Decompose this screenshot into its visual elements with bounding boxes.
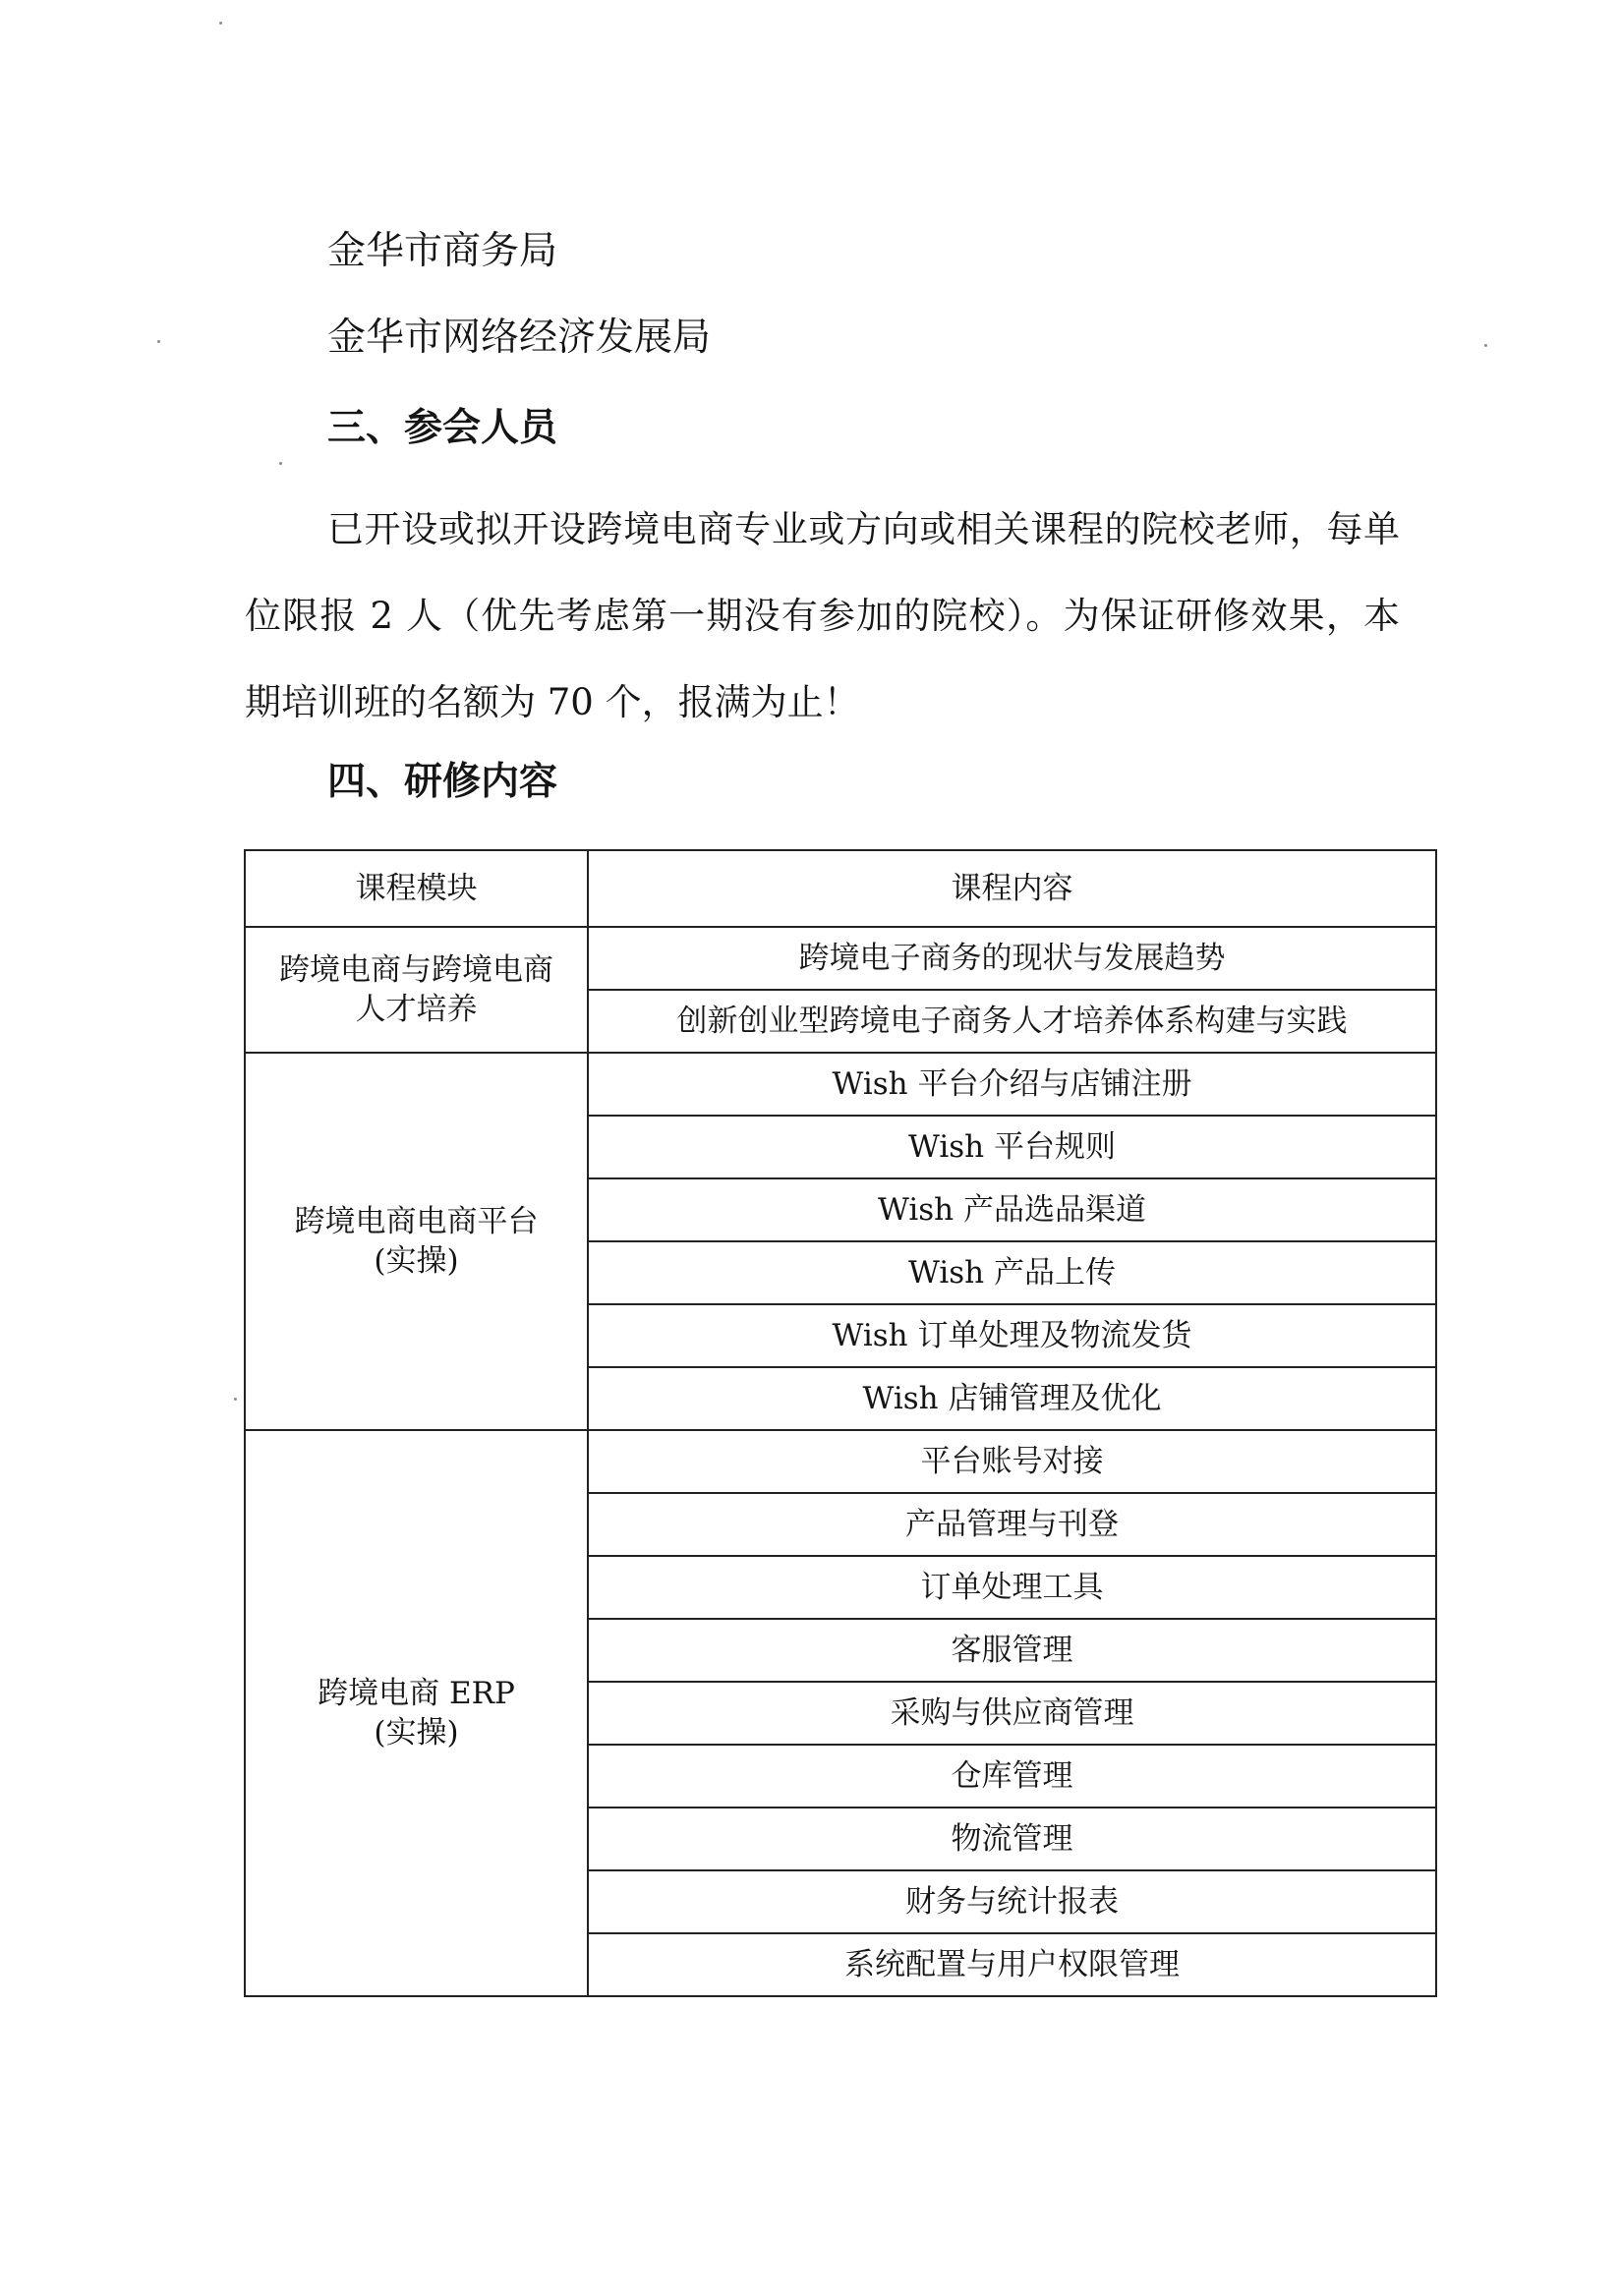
- module-cell: [245, 1053, 588, 1430]
- content-cell: Wish 订单处理及物流发货: [588, 1304, 1436, 1367]
- content-cell: Wish 平台规则: [588, 1116, 1436, 1178]
- content-cell: 跨境电子商务的现状与发展趋势: [588, 927, 1436, 990]
- content-cell: 系统配置与用户权限管理: [588, 1933, 1436, 1996]
- content-cell: Wish 产品上传: [588, 1241, 1436, 1304]
- module-cell: [245, 927, 588, 1053]
- table-row: [245, 1053, 1436, 1116]
- table-header-cell: 课程模块: [245, 850, 588, 927]
- content-cell: Wish 产品选品渠道: [588, 1178, 1436, 1241]
- course-table: [244, 849, 1437, 1997]
- section-heading: 四、研修内容: [327, 759, 558, 804]
- content-cell: 产品管理与刊登: [588, 1493, 1436, 1556]
- scan-speck: [279, 462, 282, 465]
- content-cell: 客服管理: [588, 1619, 1436, 1682]
- scan-speck: [234, 1398, 237, 1401]
- content-cell: Wish 平台介绍与店铺注册: [588, 1053, 1436, 1116]
- scan-speck: [157, 340, 160, 343]
- module-label: 跨境电商 ERP (实操): [318, 1676, 515, 1751]
- module-cell: [245, 1430, 588, 1996]
- content-cell: 仓库管理: [588, 1745, 1436, 1808]
- organization-line: 金华市网络经济发展局: [327, 316, 712, 360]
- module-label: 跨境电商电商平台 (实操): [294, 1204, 539, 1279]
- scan-speck: [1484, 344, 1487, 347]
- table-row: [245, 927, 1436, 990]
- table-header-row: [245, 850, 1436, 927]
- section-paragraph: 已开设或拟开设跨境电商专业或方向或相关课程的院校老师，每单位限报 2 人（优先考虑第一期没有参加的院校）。为保证研修效果，本期培训班的名额为 70 个，报满为止！: [245, 508, 1400, 723]
- scan-speck: [219, 22, 222, 25]
- content-cell: 财务与统计报表: [588, 1870, 1436, 1933]
- table-row: [245, 1430, 1436, 1493]
- table-header-cell: 课程内容: [588, 850, 1436, 927]
- content-cell: 平台账号对接: [588, 1430, 1436, 1493]
- content-cell: 创新创业型跨境电子商务人才培养体系构建与实践: [588, 990, 1436, 1053]
- content-cell: Wish 店铺管理及优化: [588, 1367, 1436, 1430]
- content-cell: 物流管理: [588, 1808, 1436, 1870]
- module-label: 跨境电商与跨境电商 人才培养: [279, 952, 553, 1027]
- content-cell: 订单处理工具: [588, 1556, 1436, 1619]
- section-heading: 三、参会人员: [327, 405, 558, 450]
- content-cell: 采购与供应商管理: [588, 1682, 1436, 1745]
- organization-line: 金华市商务局: [327, 229, 558, 273]
